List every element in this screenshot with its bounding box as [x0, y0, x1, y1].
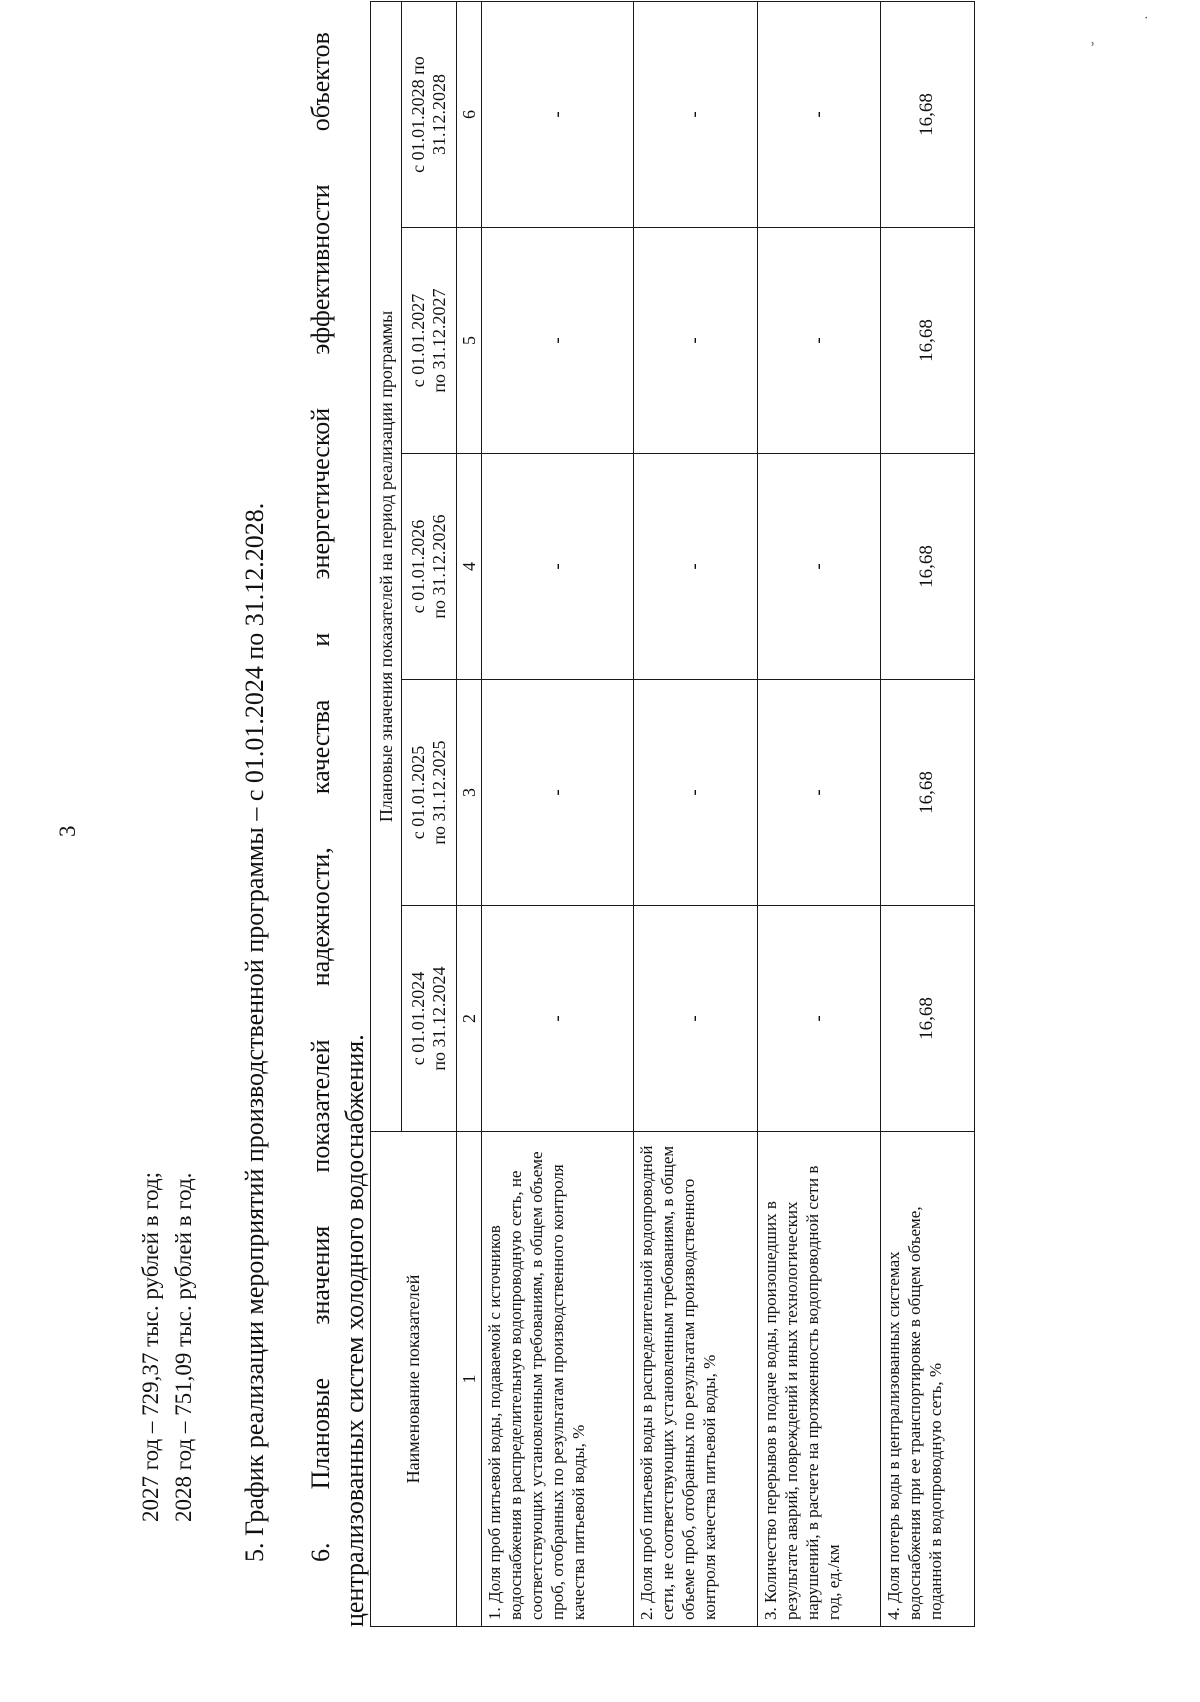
- heading-word: 6.: [306, 1542, 335, 1562]
- period-header-2026: [402, 454, 457, 680]
- column-number: 2: [457, 906, 482, 1132]
- indicator-value: 16,68: [880, 680, 974, 906]
- indicator-value: -: [634, 2, 757, 228]
- heading-word: эффективности: [306, 184, 335, 355]
- indicator-value: 16,68: [880, 906, 974, 1132]
- column-number: 1: [457, 1132, 482, 1627]
- column-numbers-row: [457, 2, 482, 1627]
- heading-word: и: [306, 632, 335, 647]
- period-end: по 31.12.2027: [429, 288, 449, 393]
- indicator-value: 16,68: [880, 228, 974, 454]
- indicator-name: 2. Доля проб питьевой воды в распределительной водопроводной сети, не соответствующих установленным требованиям, в общем объеме проб, отобранных по результатам производственного контроля качества питьевой воды, %: [634, 1132, 757, 1627]
- indicator-value: -: [482, 906, 634, 1132]
- indicators-table: [370, 1, 975, 1627]
- section-6-heading-line2: централизованных систем холодного водоснабжения.: [340, 1034, 369, 1627]
- finance-line-2027: 2027 год – 729,37 тыс. рублей в год;: [138, 1171, 163, 1522]
- indicator-name: 4. Доля потерь воды в централизованных системах водоснабжения при ее транспортировке в общем объеме, поданной в водопроводную сеть, %: [880, 1132, 974, 1627]
- column-number: 5: [457, 228, 482, 454]
- table-row: [757, 2, 880, 1627]
- indicator-value: -: [482, 454, 634, 680]
- column-number: 3: [457, 680, 482, 906]
- column-number: 6: [457, 2, 482, 228]
- indicator-value: -: [634, 454, 757, 680]
- period-header-2028: [402, 2, 457, 228]
- indicator-name: 1. Доля проб питьевой воды, подаваемой с источников водоснабжения в распределительную водопроводную сеть, не соответствующих установленным требованиям, в общем объеме проб, отобранных по результатам производственного контроля качества питьевой воды, %: [482, 1132, 634, 1627]
- indicator-value: -: [757, 454, 880, 680]
- heading-word: энергетической: [306, 407, 335, 580]
- table-row: [482, 2, 634, 1627]
- name-column-header: Наименование показателей: [371, 1132, 457, 1627]
- scan-speck: ·: [1140, 15, 1155, 20]
- indicator-value: -: [634, 680, 757, 906]
- period-end: по 31.12.2026: [429, 514, 449, 619]
- indicator-value: -: [757, 680, 880, 906]
- heading-word: объектов: [306, 32, 335, 132]
- period-end: по 31.12.2025: [429, 740, 449, 845]
- period-start: с 01.01.2025: [408, 745, 428, 840]
- period-end: по 31.12.2024: [429, 966, 449, 1071]
- indicator-value: -: [757, 228, 880, 454]
- period-start: с 01.01.2027: [408, 293, 428, 388]
- heading-word: показателей: [306, 1039, 335, 1173]
- indicator-value: -: [757, 2, 880, 228]
- scan-speck: ˘: [1090, 41, 1105, 46]
- heading-word: значения: [306, 1225, 335, 1325]
- indicator-value: -: [757, 906, 880, 1132]
- period-end: 31.12.2028: [429, 74, 449, 155]
- indicator-value: 16,68: [880, 2, 974, 228]
- page-number: 3: [55, 825, 80, 837]
- period-start: с 01.01.2028 по: [408, 56, 428, 173]
- indicator-value: -: [482, 2, 634, 228]
- period-start: с 01.01.2024: [408, 971, 428, 1066]
- period-header-2024: [402, 906, 457, 1132]
- period-start: с 01.01.2026: [408, 519, 428, 614]
- indicator-value: -: [482, 228, 634, 454]
- period-header-2025: [402, 680, 457, 906]
- heading-word: надежности,: [306, 847, 335, 987]
- indicator-value: -: [482, 680, 634, 906]
- heading-word: качества: [306, 699, 335, 795]
- period-header-2027: [402, 228, 457, 454]
- indicator-value: -: [634, 906, 757, 1132]
- heading-word: Плановые: [306, 1377, 335, 1490]
- planned-values-header: Плановые значения показателей на период реализации программы: [371, 2, 402, 1132]
- indicator-name: 3. Количество перерывов в подаче воды, произошедших в результате аварий, повреждений и иных технологических нарушений, в расчете на протяженность водопроводной сети в год, ед./км: [757, 1132, 880, 1627]
- finance-line-2028: 2028 год – 751,09 тыс. рублей в год.: [171, 1172, 196, 1522]
- section-5-heading: 5. График реализации мероприятий производственной программы – с 01.01.2024 по 31.12.2028.: [240, 502, 269, 1562]
- section-6-heading-line1: [306, 32, 336, 1562]
- column-number: 4: [457, 454, 482, 680]
- indicator-value: -: [634, 228, 757, 454]
- indicator-value: 16,68: [880, 454, 974, 680]
- table-row: [880, 2, 974, 1627]
- table-row: [634, 2, 757, 1627]
